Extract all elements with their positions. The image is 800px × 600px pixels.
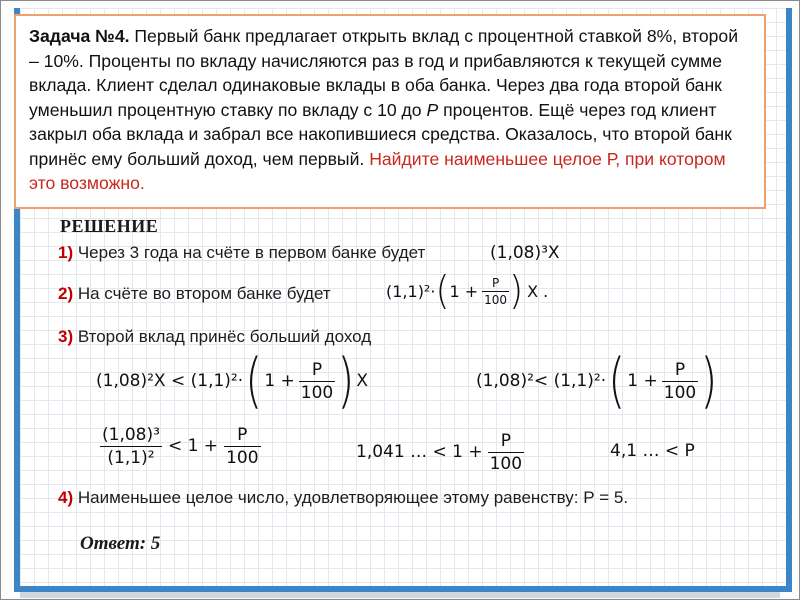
fraction-numerator: P bbox=[237, 424, 248, 445]
inequality-d bbox=[356, 424, 524, 480]
inequality-a-lhs: (1,08)²X < (1,1)²· bbox=[96, 371, 244, 391]
step-3 bbox=[58, 327, 371, 347]
fraction-numerator: P bbox=[500, 430, 511, 451]
problem-task-highlight: Найдите наименьшее целое Р, при котором это возможно. bbox=[29, 148, 726, 193]
page-shadow bbox=[20, 592, 780, 598]
inequality-a-one-plus: 1 + bbox=[264, 371, 295, 391]
fraction-denominator: 100 bbox=[663, 382, 697, 403]
step-4-number: 4) bbox=[58, 488, 74, 507]
fraction-denominator: 100 bbox=[226, 447, 259, 468]
fraction-denominator: 100 bbox=[489, 453, 523, 474]
step-2-one-plus: 1 + bbox=[449, 281, 479, 301]
inequality-d-lhs: 1,041 … < 1 + bbox=[356, 442, 483, 462]
step-2-formula-prefix: (1,1)²· bbox=[386, 281, 436, 301]
inequality-c-ratio bbox=[100, 425, 162, 468]
fraction-numerator: P bbox=[674, 359, 686, 380]
left-paren-icon: ( bbox=[608, 346, 626, 416]
left-paren-icon: ( bbox=[245, 346, 263, 416]
step-3-number: 3) bbox=[58, 327, 74, 346]
inequality-a-suffix: X bbox=[356, 371, 369, 391]
step-4 bbox=[58, 488, 628, 508]
inequality-b-one-plus: 1 + bbox=[627, 371, 658, 391]
right-paren-icon: ) bbox=[700, 346, 718, 416]
fraction-numerator: P bbox=[491, 275, 500, 290]
inequality-c-mid: < 1 + bbox=[167, 436, 219, 456]
fraction-numerator: P bbox=[311, 359, 323, 380]
solution-heading: РЕШЕНИЕ bbox=[60, 216, 159, 236]
step-2-number: 2) bbox=[58, 284, 74, 303]
step-2-formula-suffix: X . bbox=[527, 281, 549, 301]
inequality-b-lhs: (1,08)²< (1,1)²· bbox=[476, 371, 607, 391]
inequality-a bbox=[96, 346, 369, 416]
step-2-fraction bbox=[482, 276, 509, 307]
inequality-e: 4,1 … < P bbox=[610, 441, 695, 461]
problem-text-part1: Первый банк предлагает открыть вклад с процентной ставкой 8%, второй – 10%. Проценты по вкладу начисляются раз в год и прибавляются к текущей сумме вклада. Клиент сделал одинаковые вклады в оба банка. Через два года второй банк уменьшил процентную ставку по вкладу с 10 до bbox=[29, 26, 739, 120]
step-2-formula bbox=[386, 266, 548, 316]
inequality-a-fraction bbox=[299, 360, 335, 403]
inequality-d-fraction bbox=[488, 431, 524, 474]
step-1-formula: (1,08)³X bbox=[490, 243, 560, 263]
right-paren-icon: ) bbox=[337, 346, 355, 416]
inequality-b bbox=[476, 346, 719, 416]
inequality-c bbox=[100, 418, 261, 474]
left-paren-icon: ( bbox=[435, 268, 450, 314]
problem-label: Задача №4. bbox=[29, 26, 130, 46]
fraction-denominator: 100 bbox=[484, 292, 508, 307]
step-2 bbox=[58, 284, 331, 304]
step-1 bbox=[58, 243, 425, 263]
ratio-numerator: (1,08)³ bbox=[102, 424, 160, 445]
step-2-text: На счёте во втором банке будет bbox=[73, 284, 331, 303]
step-4-text: Наименьшее целое число, удовлетворяющее этому равенству: Р = 5. bbox=[73, 488, 629, 507]
inequality-b-fraction bbox=[662, 360, 698, 403]
problem-text-part2: процентов. Ещё через год клиент закрыл оба вклада и забрал все накопившиеся средства. Оказалось, что второй банк принёс ему больший доход, чем первый. bbox=[29, 99, 732, 169]
step-3-text: Второй вклад принёс больший доход bbox=[73, 327, 372, 346]
answer: Ответ: 5 bbox=[80, 533, 161, 554]
problem-variable-p: P bbox=[426, 99, 439, 120]
problem-statement-box bbox=[14, 14, 766, 209]
step-1-number: 1) bbox=[58, 243, 74, 262]
step-1-text: Через 3 года на счёте в первом банке будет bbox=[73, 243, 426, 262]
fraction-denominator: 100 bbox=[300, 382, 334, 403]
ratio-denominator: (1,1)² bbox=[107, 447, 155, 468]
inequality-c-fraction bbox=[224, 425, 260, 468]
right-paren-icon: ) bbox=[509, 268, 524, 314]
